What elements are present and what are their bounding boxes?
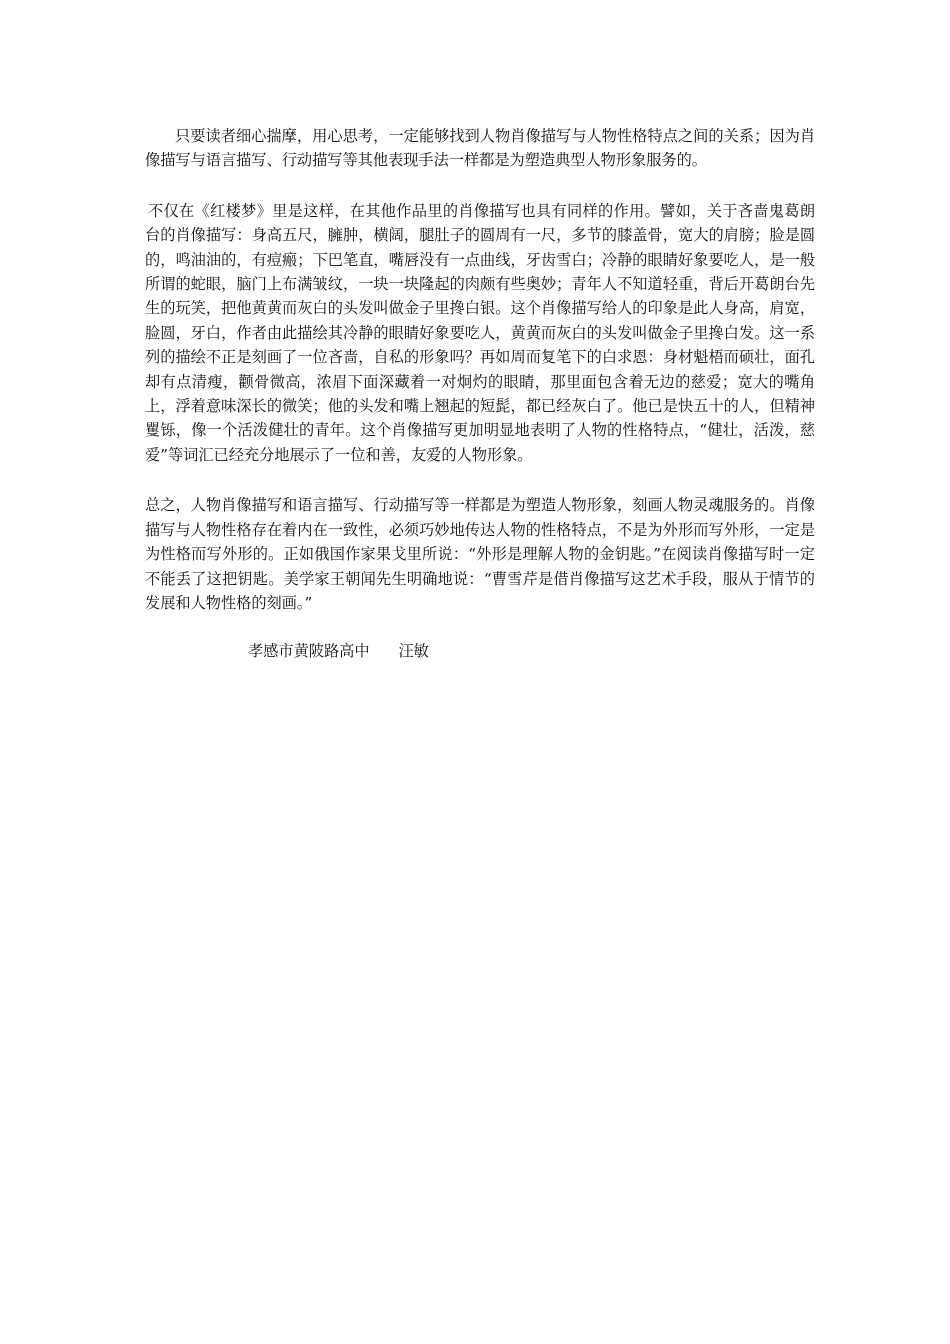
paragraph-intro: 只要读者细心揣摩，用心思考，一定能够找到人物肖像描写与人物性格特点之间的关系；因为肖像描写与语言描写、行动描写等其他表现手法一样都是为塑造典型人物形象服务的。: [145, 127, 815, 170]
signature-school: 孝感市黄陂路高中: [248, 642, 370, 661]
document-body: [145, 124, 815, 664]
paragraph-examples: 不仅在《红楼梦》里是这样，在其他作品里的肖像描写也具有同样的作用。譬如，关于吝啬鬼葛朗台的肖像描写：身高五尺，臃肿，横阔，腿肚子的圆周有一尺，多节的膝盖骨，宽大的肩膀；脸是圆的，鸣油油的，有痘瘢；下巴笔直，嘴唇没有一点曲线，牙齿雪白；冷静的眼睛好象要吃人，是一般所谓的蛇眼，脑门上布满皱纹，一块一块隆起的肉颇有些奥妙；青年人不知道轻重，背后开葛朗台先生的玩笑，把他黄黄而灰白的头发叫做金子里搀白银。这个肖像描写给人的印象是此人身高，肩宽，脸圆，牙白，作者由此描绘其冷静的眼睛好象要吃人，黄黄而灰白的头发叫做金子里搀白发。这一系列的描绘不正是刻画了一位吝啬，自私的形象吗？再如周而复笔下的白求恩：身材魁梧而硕壮，面孔却有点清瘦，颧骨微高，浓眉下面深藏着一对炯灼的眼睛，那里面包含着无边的慈爱；宽大的嘴角上，浮着意味深长的微笑；他的头发和嘴上翘起的短髭，都已经灰白了。他已是快五十的人，但精神矍铄，像一个活泼健壮的青年。这个肖像描写更加明显地表明了人物的性格特点，“健壮，活泼，慈爱”等词汇已经充分地展示了一位和善，友爱的人物形象。: [145, 201, 815, 464]
signature-author: 汪敏: [398, 642, 429, 661]
paragraph-conclusion: 总之，人物肖像描写和语言描写、行动描写等一样都是为塑造人物形象，刻画人物灵魂服务的。肖像描写与人物性格存在着内在一致性，必须巧妙地传达人物的性格特点，不是为外形而写外形，一定是为性格而写外形的。正如俄国作家果戈里所说：“外形是理解人物的金钥匙。”在阅读肖像描写时一定不能丢了这把钥匙。美学家王朝闻先生明确地说：“曹雪芹是借肖像描写这艺术手段，服从于情节的发展和人物性格的刻画。”: [145, 496, 815, 612]
author-signature: [145, 639, 815, 663]
